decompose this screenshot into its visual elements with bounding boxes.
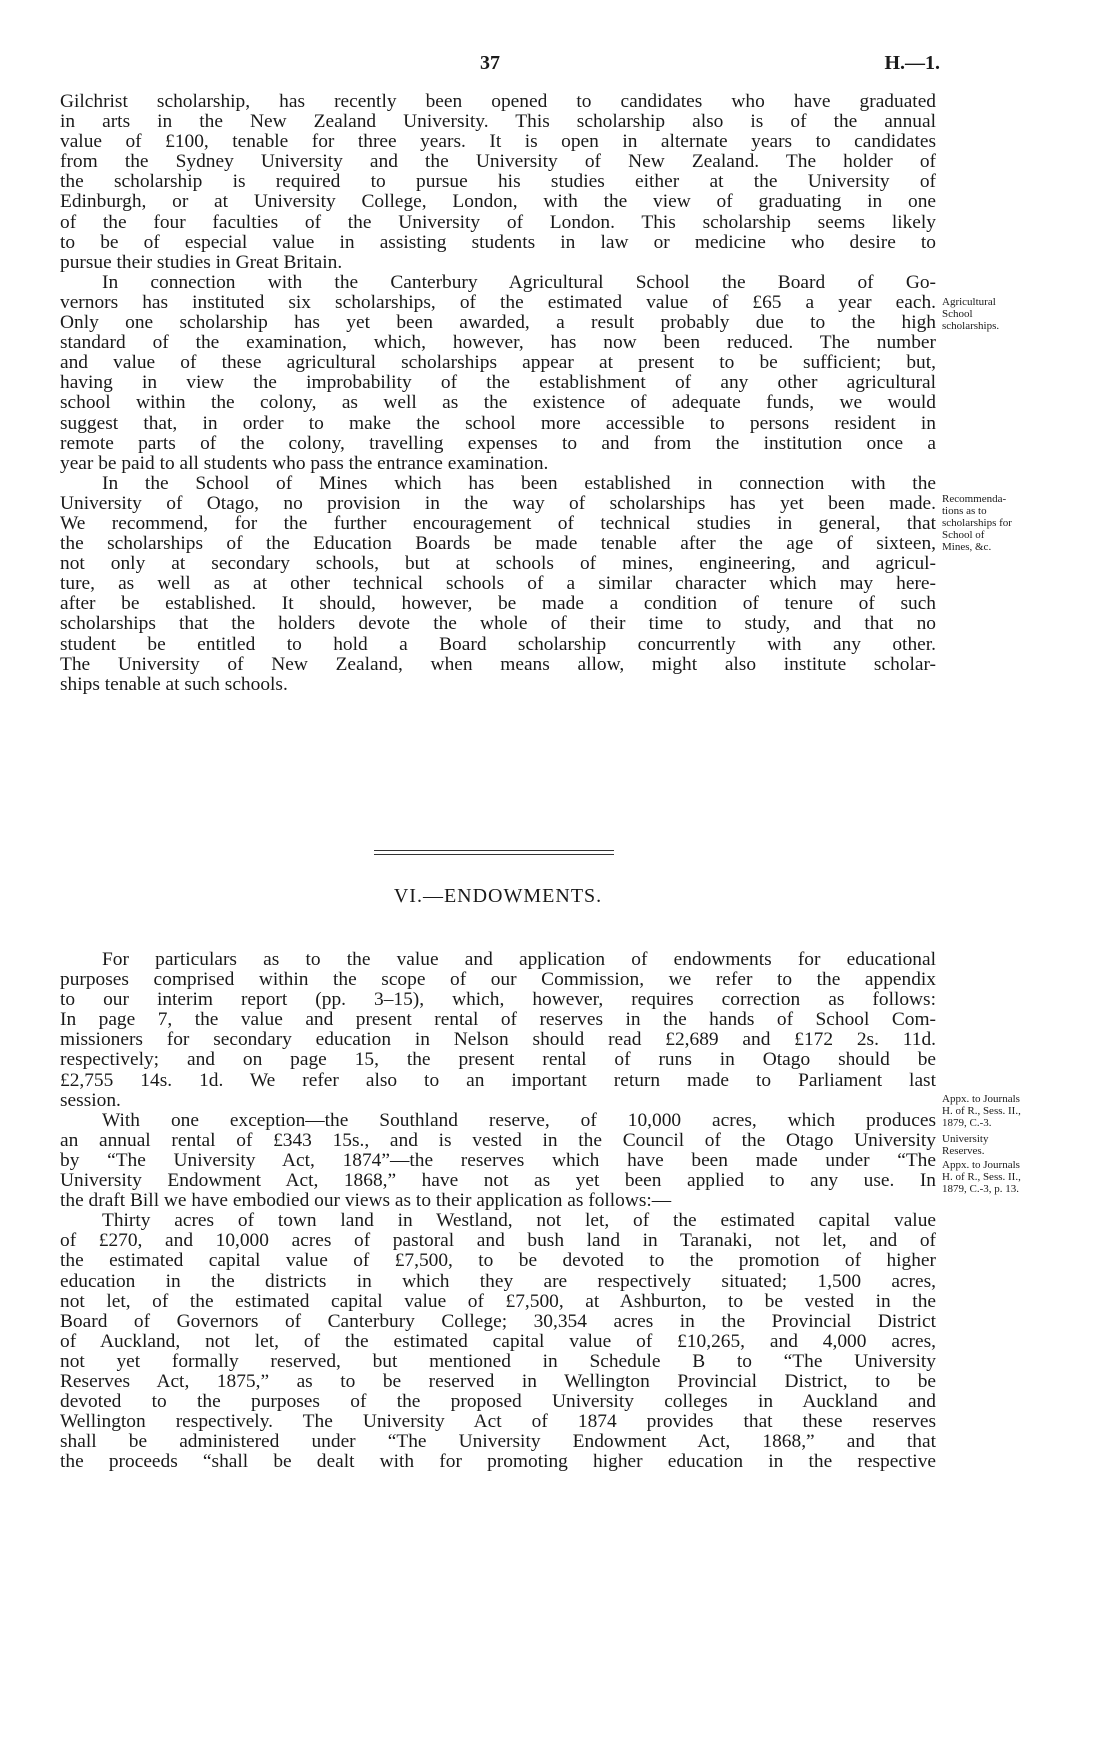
section-scholarships xyxy=(60,92,936,695)
text-line: after be established. It should, however, be made a condition of tenure of such xyxy=(60,593,936,615)
text-line: remote parts of the colony, travelling expenses to and from the institution once a xyxy=(60,432,936,454)
text-line: the proceeds “shall be dealt with for promoting higher education in the respective xyxy=(60,1451,936,1473)
text-line: In page 7, the value and present rental of reserves in the hands of School Com- xyxy=(60,1009,936,1031)
text-line: Edinburgh, or at University College, London, with the view of graduating in one xyxy=(60,191,936,213)
text-line: the estimated capital value of £7,500, to be devoted to the promotion of higher xyxy=(60,1250,936,1272)
text-line: the scholarships of the Education Boards be made tenable after the age of sixteen, xyxy=(60,533,936,555)
text-line: University Endowment Act, 1868,” have not as yet been applied to any use. In xyxy=(60,1170,936,1192)
text-line: The University of New Zealand, when means allow, might also institute scholar- xyxy=(60,653,936,675)
text-line: and value of these agricultural scholarships appear at present to be sufficient; but, xyxy=(60,352,936,374)
text-line: not only at secondary schools, but at schools of mines, engineering, and agricul- xyxy=(60,553,936,575)
text-line: school within the colony, as well as the existence of adequate funds, we would xyxy=(60,392,936,414)
text-line: In connection with the Canterbury Agricultural School the Board of Go- xyxy=(102,271,936,293)
side-note-appendix-1 xyxy=(942,1093,1112,1129)
side-note-line: 1879, C.-3, p. 13. xyxy=(942,1183,1019,1195)
text-line: an annual rental of £343 15s., and is vested in the Council of the Otago University xyxy=(60,1129,936,1151)
section-divider-bottom xyxy=(374,854,614,855)
side-note-line: H. of R., Sess. II., xyxy=(942,1171,1021,1183)
text-line: Wellington respectively. The University Act of 1874 provides that these reserves xyxy=(60,1411,936,1433)
side-note-line: Appx. to Journals xyxy=(942,1093,1020,1105)
side-note-appendix-2 xyxy=(942,1159,1112,1195)
text-line: to be of especial value in assisting students in law or medicine who desire to xyxy=(60,231,936,253)
text-line: ture, as well as at other technical schools of a similar character which may here- xyxy=(60,573,936,595)
side-note-line: School xyxy=(942,308,973,320)
text-line: of £270, and 10,000 acres of pastoral and bush land in Taranaki, not let, and of xyxy=(60,1230,936,1252)
document-reference: H.—1. xyxy=(884,52,940,74)
text-line: £2,755 14s. 1d. We refer also to an important return made to Parliament last xyxy=(60,1069,936,1091)
text-line: ships tenable at such schools. xyxy=(60,673,288,695)
side-note-line: 1879, C.-3. xyxy=(942,1117,992,1129)
side-note-line: scholarships. xyxy=(942,320,1000,332)
page-number: 37 xyxy=(480,52,500,74)
text-line: the scholarship is required to pursue his studies either at the University of xyxy=(60,171,936,193)
text-line: For particulars as to the value and application of endowments for educational xyxy=(102,949,936,970)
text-line: We recommend, for the further encouragement of technical studies in general, that xyxy=(60,512,936,534)
text-line: scholarships that the holders devote the whole of their time to study, and that no xyxy=(60,613,936,635)
text-line: from the Sydney University and the University of New Zealand. The holder of xyxy=(60,151,936,173)
text-line: vernors has instituted six scholarships, of the estimated value of £65 a year each. xyxy=(60,291,936,313)
text-line: standard of the examination, which, however, has now been reduced. The number xyxy=(60,332,936,354)
text-line: shall be administered under “The University Endowment Act, 1868,” and that xyxy=(60,1431,936,1453)
side-note-line: University xyxy=(942,1133,989,1145)
text-line: missioners for secondary education in Nelson should read £2,689 and £172 2s. 11d. xyxy=(60,1029,936,1051)
text-line: of Auckland, not let, of the estimated capital value of £10,265, and 4,000 acres, xyxy=(60,1330,936,1352)
text-line: the draft Bill we have embodied our views as to their application as follows:— xyxy=(60,1190,672,1212)
text-line: not yet formally reserved, but mentioned in Schedule B to “The University xyxy=(60,1350,936,1372)
section-divider-top xyxy=(374,850,614,851)
text-line: With one exception—the Southland reserve, of 10,000 acres, which produces xyxy=(102,1109,936,1131)
side-note-university-reserves xyxy=(942,1133,1112,1157)
side-note-line: Agricultural xyxy=(942,296,996,308)
text-line: value of £100, tenable for three years. It is open in alternate years to candidates xyxy=(60,131,936,153)
section-endowments xyxy=(60,950,936,1472)
text-line: student be entitled to hold a Board scholarship concurrently with any other. xyxy=(60,633,936,655)
side-note-line: Mines, &c. xyxy=(942,541,992,553)
side-note-line: School of xyxy=(942,529,985,541)
text-line: year be paid to all students who pass the entrance examination. xyxy=(60,452,549,474)
side-note-line: H. of R., Sess. II., xyxy=(942,1105,1021,1117)
side-note-mines xyxy=(942,493,1112,553)
text-line: pursue their studies in Great Britain. xyxy=(60,251,343,273)
text-line: session. xyxy=(60,1089,121,1111)
text-line: Board of Governors of Canterbury College; 30,354 acres in the Provincial District xyxy=(60,1310,936,1332)
text-line: Only one scholarship has yet been awarded, a result probably due to the high xyxy=(60,312,936,334)
side-note-agricultural xyxy=(942,296,1112,332)
side-note-line: Reserves. xyxy=(942,1145,985,1157)
text-line: in arts in the New Zealand University. This scholarship also is of the annual xyxy=(60,111,936,133)
text-line: not let, of the estimated capital value of £7,500, at Ashburton, to be vested in the xyxy=(60,1290,936,1312)
text-line: Gilchrist scholarship, has recently been opened to candidates who have graduated xyxy=(60,91,936,112)
section-heading-endowments: VI.—ENDOWMENTS. xyxy=(393,885,603,907)
text-line: suggest that, in order to make the school more accessible to persons resident in xyxy=(60,412,936,434)
side-note-line: tions as to xyxy=(942,505,987,517)
text-line: having in view the improbability of the establishment of any other agricultural xyxy=(60,372,936,394)
text-line: to our interim report (pp. 3–15), which, however, requires correction as follows: xyxy=(60,989,936,1011)
text-line: University of Otago, no provision in the way of scholarships has yet been made. xyxy=(60,492,936,514)
text-line: Reserves Act, 1875,” as to be reserved in Wellington Provincial District, to be xyxy=(60,1370,936,1392)
side-note-line: scholarships for xyxy=(942,517,1012,529)
text-line: by “The University Act, 1874”—the reserves which have been made under “The xyxy=(60,1149,936,1171)
side-note-line: Recommenda- xyxy=(942,493,1007,505)
text-line: In the School of Mines which has been established in connection with the xyxy=(102,472,936,494)
side-note-line: Appx. to Journals xyxy=(942,1159,1020,1171)
text-line: purposes comprised within the scope of our Commission, we refer to the appendix xyxy=(60,969,936,991)
text-line: respectively; and on page 15, the present rental of runs in Otago should be xyxy=(60,1049,936,1071)
text-line: of the four faculties of the University of London. This scholarship seems likely xyxy=(60,211,936,233)
text-line: Thirty acres of town land in Westland, not let, of the estimated capital value xyxy=(102,1210,936,1232)
text-line: education in the districts in which they are respectively situated; 1,500 acres, xyxy=(60,1270,936,1292)
text-line: devoted to the purposes of the proposed University colleges in Auckland and xyxy=(60,1391,936,1413)
